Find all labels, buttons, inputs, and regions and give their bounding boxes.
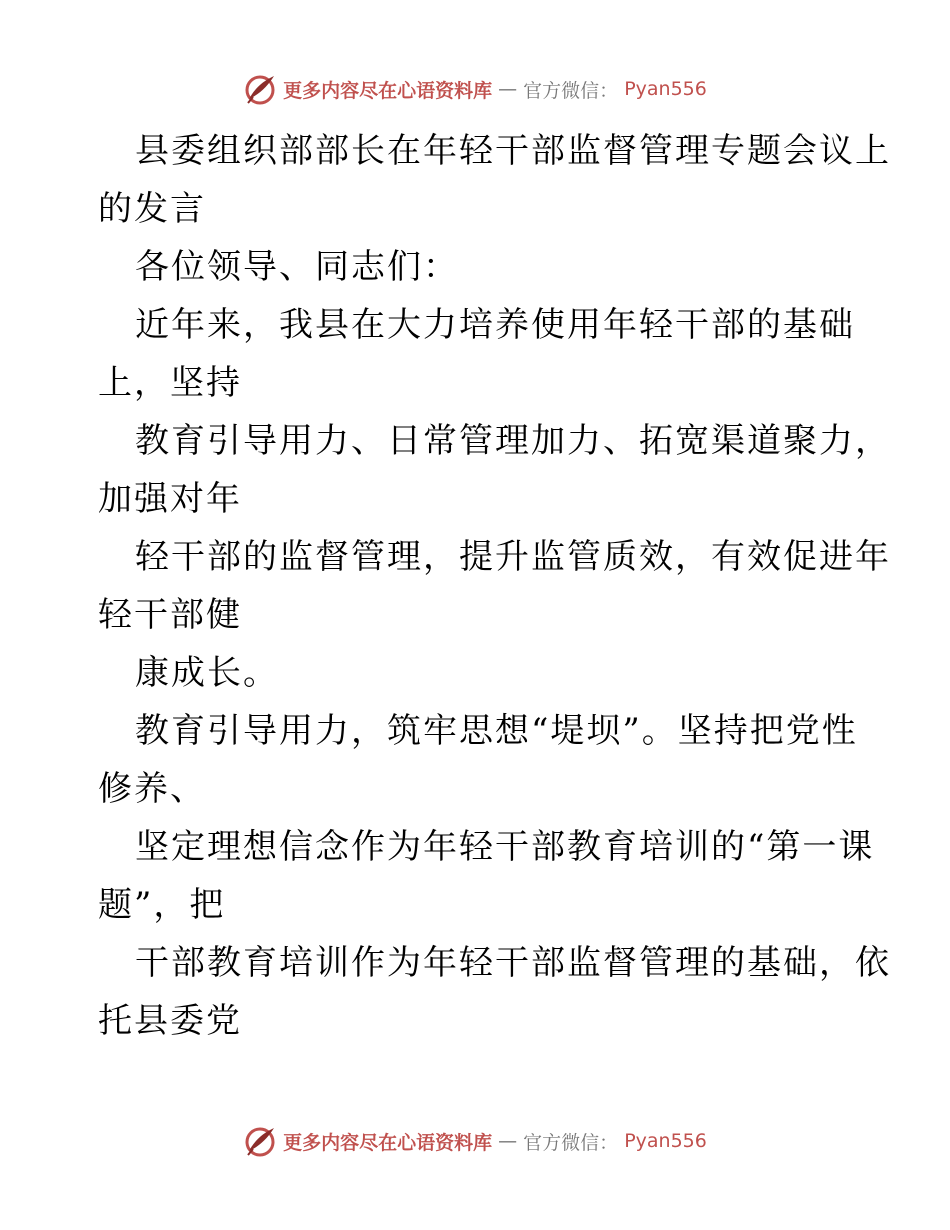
feather-pen-logo-icon (243, 1124, 277, 1158)
watermark-brand: 更多内容尽在心语资料库 (283, 1131, 493, 1154)
paragraph-line: 题”，把 (98, 885, 226, 925)
paragraph-line: 康成长。 (135, 653, 279, 693)
watermark-handle: Pyan556 (624, 78, 707, 100)
paragraph-line: 托县委党 (98, 1001, 242, 1041)
watermark-dash: — (498, 1130, 518, 1152)
footer-watermark (0, 1124, 950, 1158)
paragraph-line: 近年来，我县在大力培养使用年轻干部的基础 (135, 305, 855, 345)
paragraph-line: 干部教育培训作为年轻干部监督管理的基础，依 (135, 943, 891, 983)
salutation: 各位领导、同志们： (135, 247, 459, 287)
watermark-dash: — (498, 78, 518, 100)
paragraph-line: 教育引导用力，筑牢思想“堤坝”。坚持把党性 (135, 711, 858, 751)
paragraph-line: 教育引导用力、日常管理加力、拓宽渠道聚力， (135, 421, 891, 461)
header-watermark (0, 72, 950, 106)
watermark-label: 官方微信： (523, 79, 619, 102)
title-line-2: 的发言 (98, 189, 206, 229)
paragraph-line: 坚定理想信念作为年轻干部教育培训的“第一课 (135, 827, 875, 867)
paragraph-line: 修养、 (98, 769, 206, 809)
title-line-1: 县委组织部部长在年轻干部监督管理专题会议上 (135, 131, 891, 171)
paragraph-line: 加强对年 (98, 479, 242, 519)
watermark-brand: 更多内容尽在心语资料库 (283, 79, 493, 102)
document-body (98, 122, 891, 1050)
feather-pen-logo-icon (243, 72, 277, 106)
paragraph-line: 轻干部的监督管理，提升监管质效，有效促进年 (135, 537, 891, 577)
paragraph-line: 轻干部健 (98, 595, 242, 635)
watermark-label: 官方微信： (523, 1131, 619, 1154)
paragraph-line: 上，坚持 (98, 363, 242, 403)
watermark-handle: Pyan556 (624, 1130, 707, 1152)
